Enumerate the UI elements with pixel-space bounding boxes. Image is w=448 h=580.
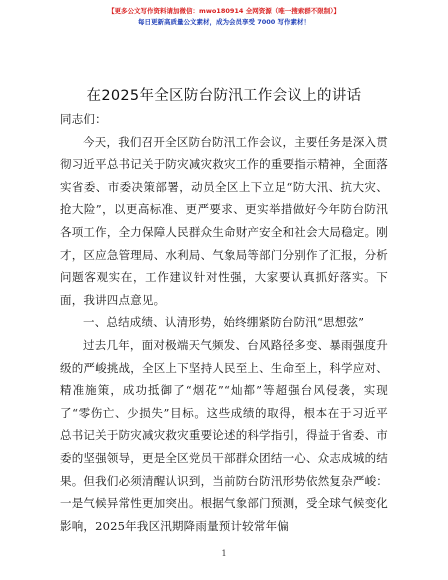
promo-banner: [0, 6, 448, 28]
body-paragraph: 过去几年，面对极端天气频发、台风路径多变、暴雨强度升级的严峻挑战，全区上下坚持人民至上、生命至上，科学应对、精准施策，成功抵御了“烟花”“灿都”等超强台风侵袭，实现了“零伤亡、少损失”目标。这些成绩的取得，根本在于习近平总书记关于防灾减灾救灾重要论述的科学指引，得益于省委、市委的坚强领导，更是全区党员干部群众团结一心、众志成城的结果。但我们必须清醒认识到，当前防台防汛形势依然复杂严峻：一是气候异常性更加突出。根据气象部门预测，受全球气候变化影响，2025年我区汛期降雨量预计较常年偏: [60, 337, 388, 533]
promo-banner-line-2: 每日更新高质量公文素材，成为会员享受 7000 写作素材！: [137, 18, 311, 26]
intro-paragraph: 今天，我们召开全区防台防汛工作会议，主要任务是深入贯彻习近平总书记关于防灾减灾救灾工作的重要指示精神，全面落实省委、市委决策部署，动员全区上下立足“防大汛、抗大灾、抢大险”，以更高标准、更严要求、更实举措做好今年防台防汛各项工作，全力保障人民群众生命财产安全和社会大局稳定。刚才，区应急管理局、水利局、气象局等部门分别作了汇报，分析问题客观实在，工作建议针对性强，大家要认真抓好落实。下面，我讲四点意见。: [60, 134, 388, 307]
promo-banner-line-1: 【更多公文写作资料请加微信：mwo180914 全网资源（唯一搜索群不限制）】: [108, 7, 340, 15]
document-title: 在2025年全区防台防汛工作会议上的讲话: [86, 88, 362, 104]
section-heading: 一、总结成绩、认清形势，始终绷紧防台防汛“思想弦”: [83, 315, 365, 330]
page-number: 1: [221, 549, 227, 558]
document-body: [60, 108, 388, 537]
salutation: 同志们：: [60, 112, 107, 126]
